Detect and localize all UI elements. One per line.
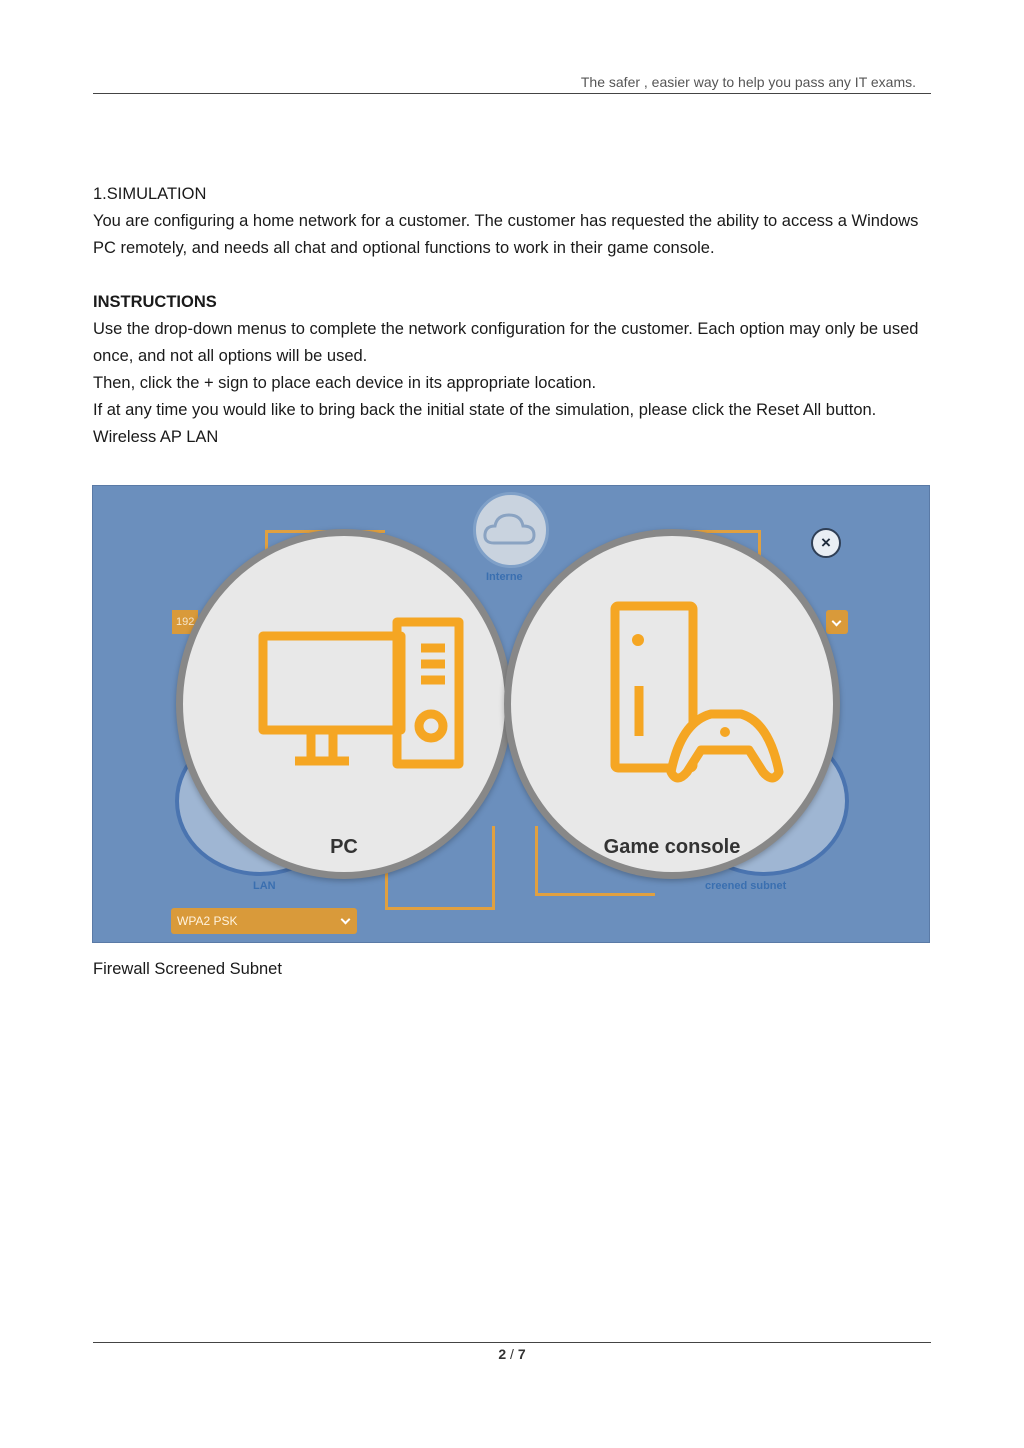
caption-firewall-screened-subnet: Firewall Screened Subnet — [93, 960, 282, 978]
question-scenario: You are configuring a home network for a customer. The customer has requested the ability to access a Windows PC remotely, and needs all chat and optional functions to work in their game console. — [93, 212, 919, 257]
instruction-line-3: If at any time you would like to bring back the initial state of the simulation, please click the Reset All button. — [93, 401, 877, 419]
page-separator: / — [506, 1346, 518, 1362]
screened-subnet-label: creened subnet — [705, 880, 787, 892]
footer-divider — [93, 1342, 931, 1343]
question-body — [93, 181, 933, 451]
instruction-line-2: Then, click the + sign to place each device in its appropriate location. — [93, 374, 597, 392]
caption-wireless-ap-lan: Wireless AP LAN — [93, 428, 219, 446]
close-button[interactable]: × — [811, 528, 841, 558]
ip-address-select[interactable]: 192 — [172, 610, 198, 634]
pc-label: PC — [330, 836, 358, 858]
page-total: 7 — [517, 1346, 526, 1362]
instruction-line-1: Use the drop-down menus to complete the network configuration for the customer. Each option may only be used once, and not all options will be used. — [93, 320, 919, 365]
game-console-device-option[interactable] — [504, 529, 840, 879]
header-divider — [93, 93, 931, 94]
page-current: 2 — [498, 1346, 507, 1362]
internet-label: Interne — [486, 571, 523, 583]
page-number — [0, 1346, 1024, 1362]
chevron-down-icon — [341, 915, 351, 925]
wireless-security-value: WPA2 PSK — [177, 914, 238, 928]
game-console-icon — [511, 536, 833, 872]
desktop-computer-icon — [183, 536, 505, 872]
simulation-screenshot — [92, 485, 930, 943]
header-tagline: The safer , easier way to help you pass any IT exams. — [580, 74, 916, 90]
question-number: 1.SIMULATION — [93, 185, 207, 203]
game-console-label: Game console — [603, 836, 741, 858]
instructions-heading: INSTRUCTIONS — [93, 293, 217, 311]
wireless-security-select[interactable] — [171, 908, 357, 934]
lan-label: LAN — [253, 880, 276, 892]
pc-device-option[interactable] — [176, 529, 512, 879]
